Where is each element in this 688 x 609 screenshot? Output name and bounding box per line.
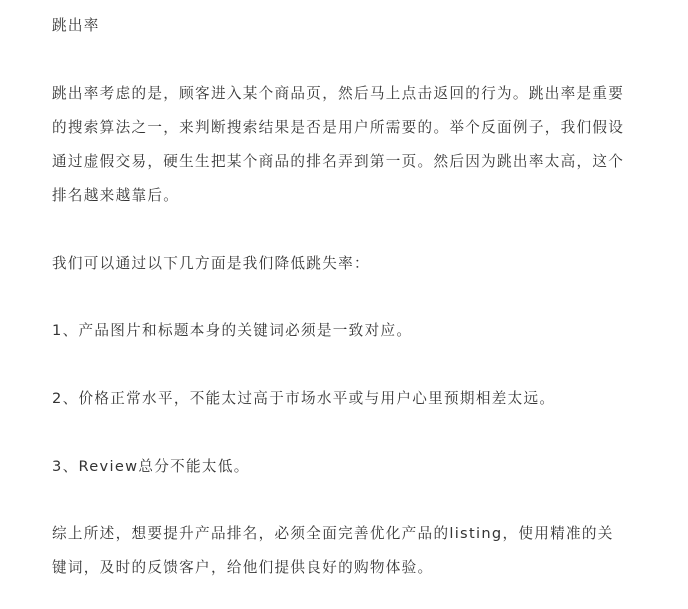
conclusion-line-1: 综上所述，想要提升产品排名，必须全面完善优化产品的listing，使用精准的关 bbox=[52, 525, 614, 542]
point-3: 3、Review总分不能太低。 bbox=[52, 458, 250, 475]
point-1: 1、产品图片和标题本身的关键词必须是一致对应。 bbox=[52, 322, 413, 339]
point-2: 2、价格正常水平，不能太过高于市场水平或与用户心里预期相差太远。 bbox=[52, 390, 556, 407]
intro-line-3: 通过虚假交易，硬生生把某个商品的排名弄到第一页。然后因为跳出率太高，这个 bbox=[52, 153, 625, 170]
article-heading: 跳出率 bbox=[52, 17, 100, 34]
intro-line-4: 排名越来越靠后。 bbox=[52, 187, 180, 204]
intro-line-2: 的搜索算法之一，来判断搜索结果是否是用户所需要的。举个反面例子，我们假设 bbox=[52, 119, 625, 136]
conclusion-line-2: 键词，及时的反馈客户，给他们提供良好的购物体验。 bbox=[52, 559, 434, 576]
lead-in-text: 我们可以通过以下几方面是我们降低跳失率： bbox=[52, 255, 370, 272]
intro-line-1: 跳出率考虑的是，顾客进入某个商品页，然后马上点击返回的行为。跳出率是重要 bbox=[52, 85, 625, 102]
